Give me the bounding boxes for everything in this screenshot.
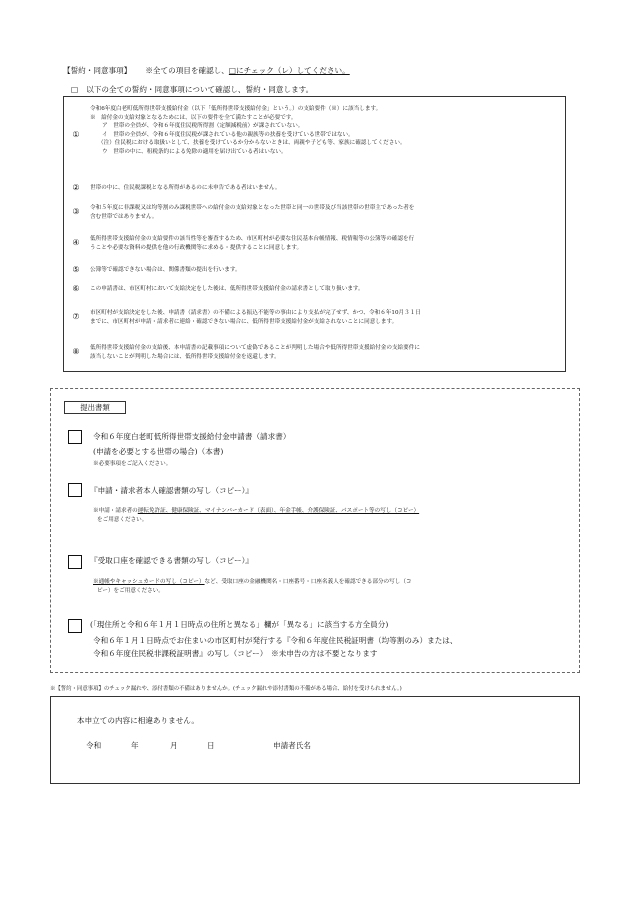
consent-item-line: この申請書は、市区町村において支給決定をした後は、低所得世帯支援給付金の請求書として取り扱います。 [90, 286, 364, 292]
consent-item-line: うことや必要な資料の提供を他の行政機関等に求める・提供することに同意します。 [90, 244, 303, 251]
consent-items-box [63, 96, 566, 372]
consent-item-number: ① [72, 130, 80, 139]
signature-statement: 本申立ての内容に相違ありません。 [77, 716, 199, 725]
date-month-label[interactable]: 月 [170, 741, 178, 750]
consent-item-number: ⑥ [72, 284, 80, 293]
consent-item-line: 低所得世帯支援給付金の支給後、本申請書の記載事項について虚偽であることが判明した場合や低所得世帯支援給付金の支給要件に [90, 345, 420, 351]
date-day-label[interactable]: 日 [207, 741, 215, 750]
footnote: ※【誓約・同意事項】のチェック漏れや、添付書類の不備はありませんか。(チェック漏れや添付書類の不備がある場合、給付を受けられません。) [50, 686, 402, 692]
consent-item-number: ⑤ [72, 265, 80, 274]
doc4-condition: (「現住所と令和６年１月１日時点の住所と異なる」欄が「異なる」に該当する方全員分) [90, 620, 389, 629]
consent-item-line: ア 世帯の全員が、令和６年度住民税所得割（定額減税前）が課されていない。 [102, 123, 304, 130]
doc1-subtitle: (申請を必要とする世帯の場合)（本書) [93, 447, 224, 456]
doc3-note-underlined: ※通帳やキャッシュカードの写し（コピー） [93, 579, 205, 585]
consent-instruction: ※全ての項目を確認し、 [145, 66, 229, 75]
agree-all-checkbox[interactable]: □ [71, 85, 79, 94]
doc3-note [93, 578, 412, 586]
doc1-title: 令和６年度白老町低所得世帯支援給付金申請書（請求書） [93, 432, 291, 441]
doc3-note-line2: ピー）をご用意ください。 [97, 588, 164, 594]
agree-all-row [71, 84, 313, 95]
consent-item-line: 低所得世帯支援給付金の支給要件の該当性等を審査するため、市区町村が必要な住民基本台帳情報、税情報等の公簿等の確認を行 [90, 236, 415, 242]
agree-all-label: 以下の全ての誓約・同意事項について確認し、誓約・同意します。 [86, 85, 314, 94]
consent-item-line: 含む世帯ではありません。 [90, 213, 158, 220]
consent-item-number: ⑧ [72, 347, 80, 356]
consent-item-line: ウ 世帯の中に、租税条約による免除の適用を届け出ている者はいない。 [102, 148, 287, 155]
consent-item-line: 市区町村が支給決定をした後、申請書（請求書）の不備による振込不能等の事由により支払が完了せず、かつ、令和６年10月３１日 [90, 310, 421, 316]
doc3-title: 『受取口座を確認できる書類の写し（コピー）』 [90, 556, 253, 565]
consent-header [63, 65, 350, 76]
consent-item-line: までに、市区町村が申請・請求者に連絡・確認できない場合に、低所得世帯支援給付金が支給されないことに同意します。 [90, 318, 398, 325]
consent-item-line: 令和５年度に非課税又は均等割のみ課税世帯への給付金の支給対象となった世帯と同一の世帯及び当該世帯の世帯主であった者を [90, 205, 415, 211]
doc1-note: ※必要事項をご記入ください。 [93, 461, 172, 467]
consent-item-line: ※ 給付金の支給対象となるためには、以下の要件を全て満たすことが必要です。 [90, 114, 297, 121]
doc2-note-suffix: をご用意ください。 [97, 517, 148, 523]
doc2-note-id-types: 運転免許証、健康保険証、マイナンバーカード（表面）、年金手帳、介護保険証、パスポート等の写し（コピー） [137, 508, 420, 514]
consent-item-line: （注）住民税における取扱いとして、扶養を受けているか分からないときは、両親や子ども等、家族に確認してください。 [98, 140, 406, 147]
consent-item-number: ③ [72, 207, 80, 216]
doc3-note-rest: など、受取口座の金融機関名・口座番号・口座名義人を確認できる部分の写し（コ [204, 579, 412, 585]
doc2-note-prefix: ※申請・請求者の [93, 508, 138, 514]
consent-title: 【誓約・同意事項】 [63, 66, 132, 75]
doc4-checkbox[interactable] [68, 619, 82, 633]
consent-item-line: 令和6年度白老町低所得世帯支援給付金（以下「低所得世帯支援給付金」という。）の支給要件（※）に該当します。 [90, 106, 382, 112]
date-year-label[interactable]: 年 [131, 741, 139, 750]
signature-box [50, 696, 580, 784]
applicant-name-label[interactable]: 申請者氏名 [273, 741, 311, 750]
consent-item-line: 該当しないことが判明した場合には、低所得世帯支援給付金を返還します。 [90, 353, 280, 360]
doc3-checkbox[interactable] [68, 555, 82, 569]
documents-title: 提出書類 [64, 401, 126, 414]
consent-item-line: イ 世帯の全員が、令和６年度住民税が課されている他の親族等の扶養を受けている世帯ではない。 [102, 131, 354, 138]
consent-item-number: ⑦ [72, 312, 80, 321]
consent-item-number: ② [72, 183, 80, 192]
doc4-title: 令和６年１月１日時点でお住まいの市区町村が発行する『令和６年度住民税証明書（均等割のみ）または、 [93, 636, 458, 645]
doc2-checkbox[interactable] [68, 483, 82, 497]
consent-item-line: 公簿等で確認できない場合は、関係書類の提出を行います。 [90, 267, 241, 273]
consent-instruction-underlined: □にチェック（レ）してください。 [228, 66, 350, 75]
doc4-title-cont: 令和６年度住民税非課税証明書』の写し（コピー） ※未申告の方は不要となります [93, 649, 378, 658]
consent-item-number: ④ [72, 238, 80, 247]
doc1-checkbox[interactable] [68, 430, 82, 444]
date-era-label: 令和 [86, 741, 102, 750]
doc2-title: 『申請・請求者本人確認書類の写し（コピー）』 [90, 486, 253, 495]
doc2-note [93, 507, 419, 515]
consent-item-line: 世帯の中に、住民税課税となる所得があるのに未申告である者はいません。 [90, 185, 281, 191]
